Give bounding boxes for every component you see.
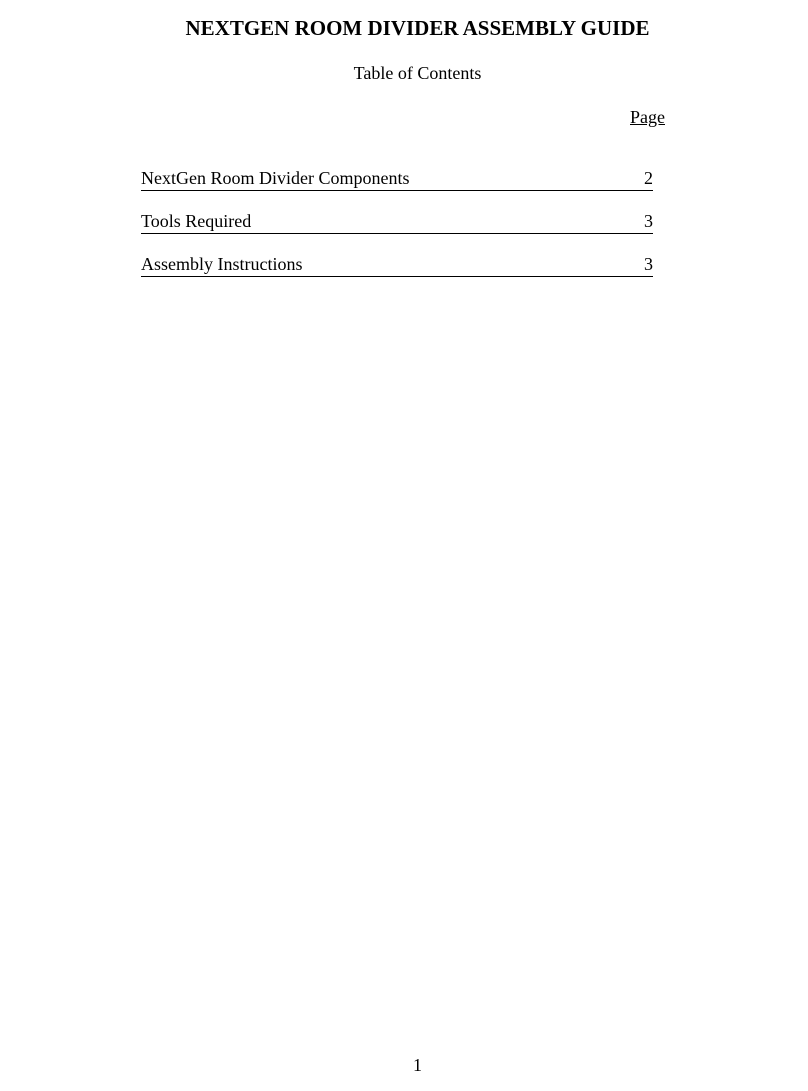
- toc-entry[interactable]: [141, 234, 653, 277]
- toc-entry-row: [141, 210, 653, 234]
- toc-entry-page: 3: [644, 209, 653, 234]
- toc-list: [141, 148, 653, 277]
- toc-entry-row: [141, 167, 653, 191]
- toc-entry-title: NextGen Room Divider Components: [141, 166, 409, 191]
- toc-entry-title: Assembly Instructions: [141, 252, 303, 277]
- toc-entry-row: [141, 253, 653, 277]
- toc-entry-page: 3: [644, 252, 653, 277]
- toc-leader-line: [303, 256, 645, 277]
- footer-page-number: 1: [413, 1055, 422, 1075]
- toc-leader-line: [409, 170, 644, 191]
- toc-page-column-label: Page: [630, 107, 665, 127]
- document-title: NEXTGEN ROOM DIVIDER ASSEMBLY GUIDE: [185, 16, 650, 40]
- toc-leader-line: [251, 213, 644, 234]
- toc-entry[interactable]: [141, 191, 653, 234]
- toc-entry-page: 2: [644, 166, 653, 191]
- toc-heading: Table of Contents: [353, 63, 482, 83]
- toc-entry[interactable]: [141, 148, 653, 191]
- toc-entry-title: Tools Required: [141, 209, 251, 234]
